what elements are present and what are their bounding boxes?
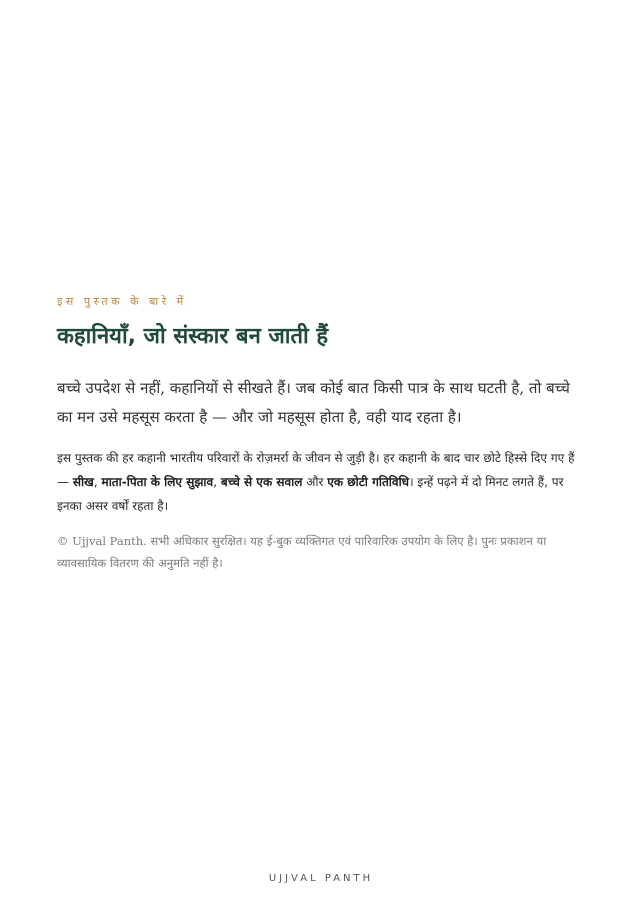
details-sep-2: ,: [213, 475, 221, 489]
item-child-question: बच्चे से एक सवाल: [220, 475, 303, 489]
item-parent-tips: माता-पिता के लिए सुझाव: [101, 475, 214, 489]
details-sep-3: और: [302, 475, 328, 489]
item-activity: एक छोटी गतिविधि: [327, 475, 410, 489]
item-lesson: सीख: [72, 475, 94, 489]
footer-author: UJJVAL PANTH: [268, 873, 374, 884]
section-eyebrow: इस पुस्तक के बारे में: [57, 295, 187, 308]
details-intro: इस पुस्तक की हर कहानी भारतीय परिवारों के रोज़मर्रा के जीवन से जुड़ी है। हर कहानी के बाद चार छोटे हिस्से दिए गए हैं —: [57, 451, 575, 489]
copyright-notice: © Ujjval Panth. सभी अधिकार सुरक्षित। यह ई-बुक व्यक्तिगत एवं पारिवारिक उपयोग के लिए है। पुनः प्रकाशन या व्यावसायिक वितरण की अनुमति नहीं है।: [57, 534, 547, 570]
section-title: कहानियाँ, जो संस्कार बन जाती हैं: [57, 324, 329, 349]
details-outro: । इन्हें पढ़ने में दो मिनट लगते हैं, पर इनका असर वर्षों रहता है।: [57, 475, 564, 513]
details-paragraph: [57, 446, 589, 518]
details-sep-1: ,: [93, 475, 102, 489]
about-book-section: [57, 294, 589, 574]
lead-paragraph: बच्चे उपदेश से नहीं, कहानियों से सीखते हैं। जब कोई बात किसी पात्र के साथ घटती है, तो बच्चे का मन उसे महसूस करता है — और जो महसूस होता है, वही याद रहता है।: [57, 379, 570, 426]
